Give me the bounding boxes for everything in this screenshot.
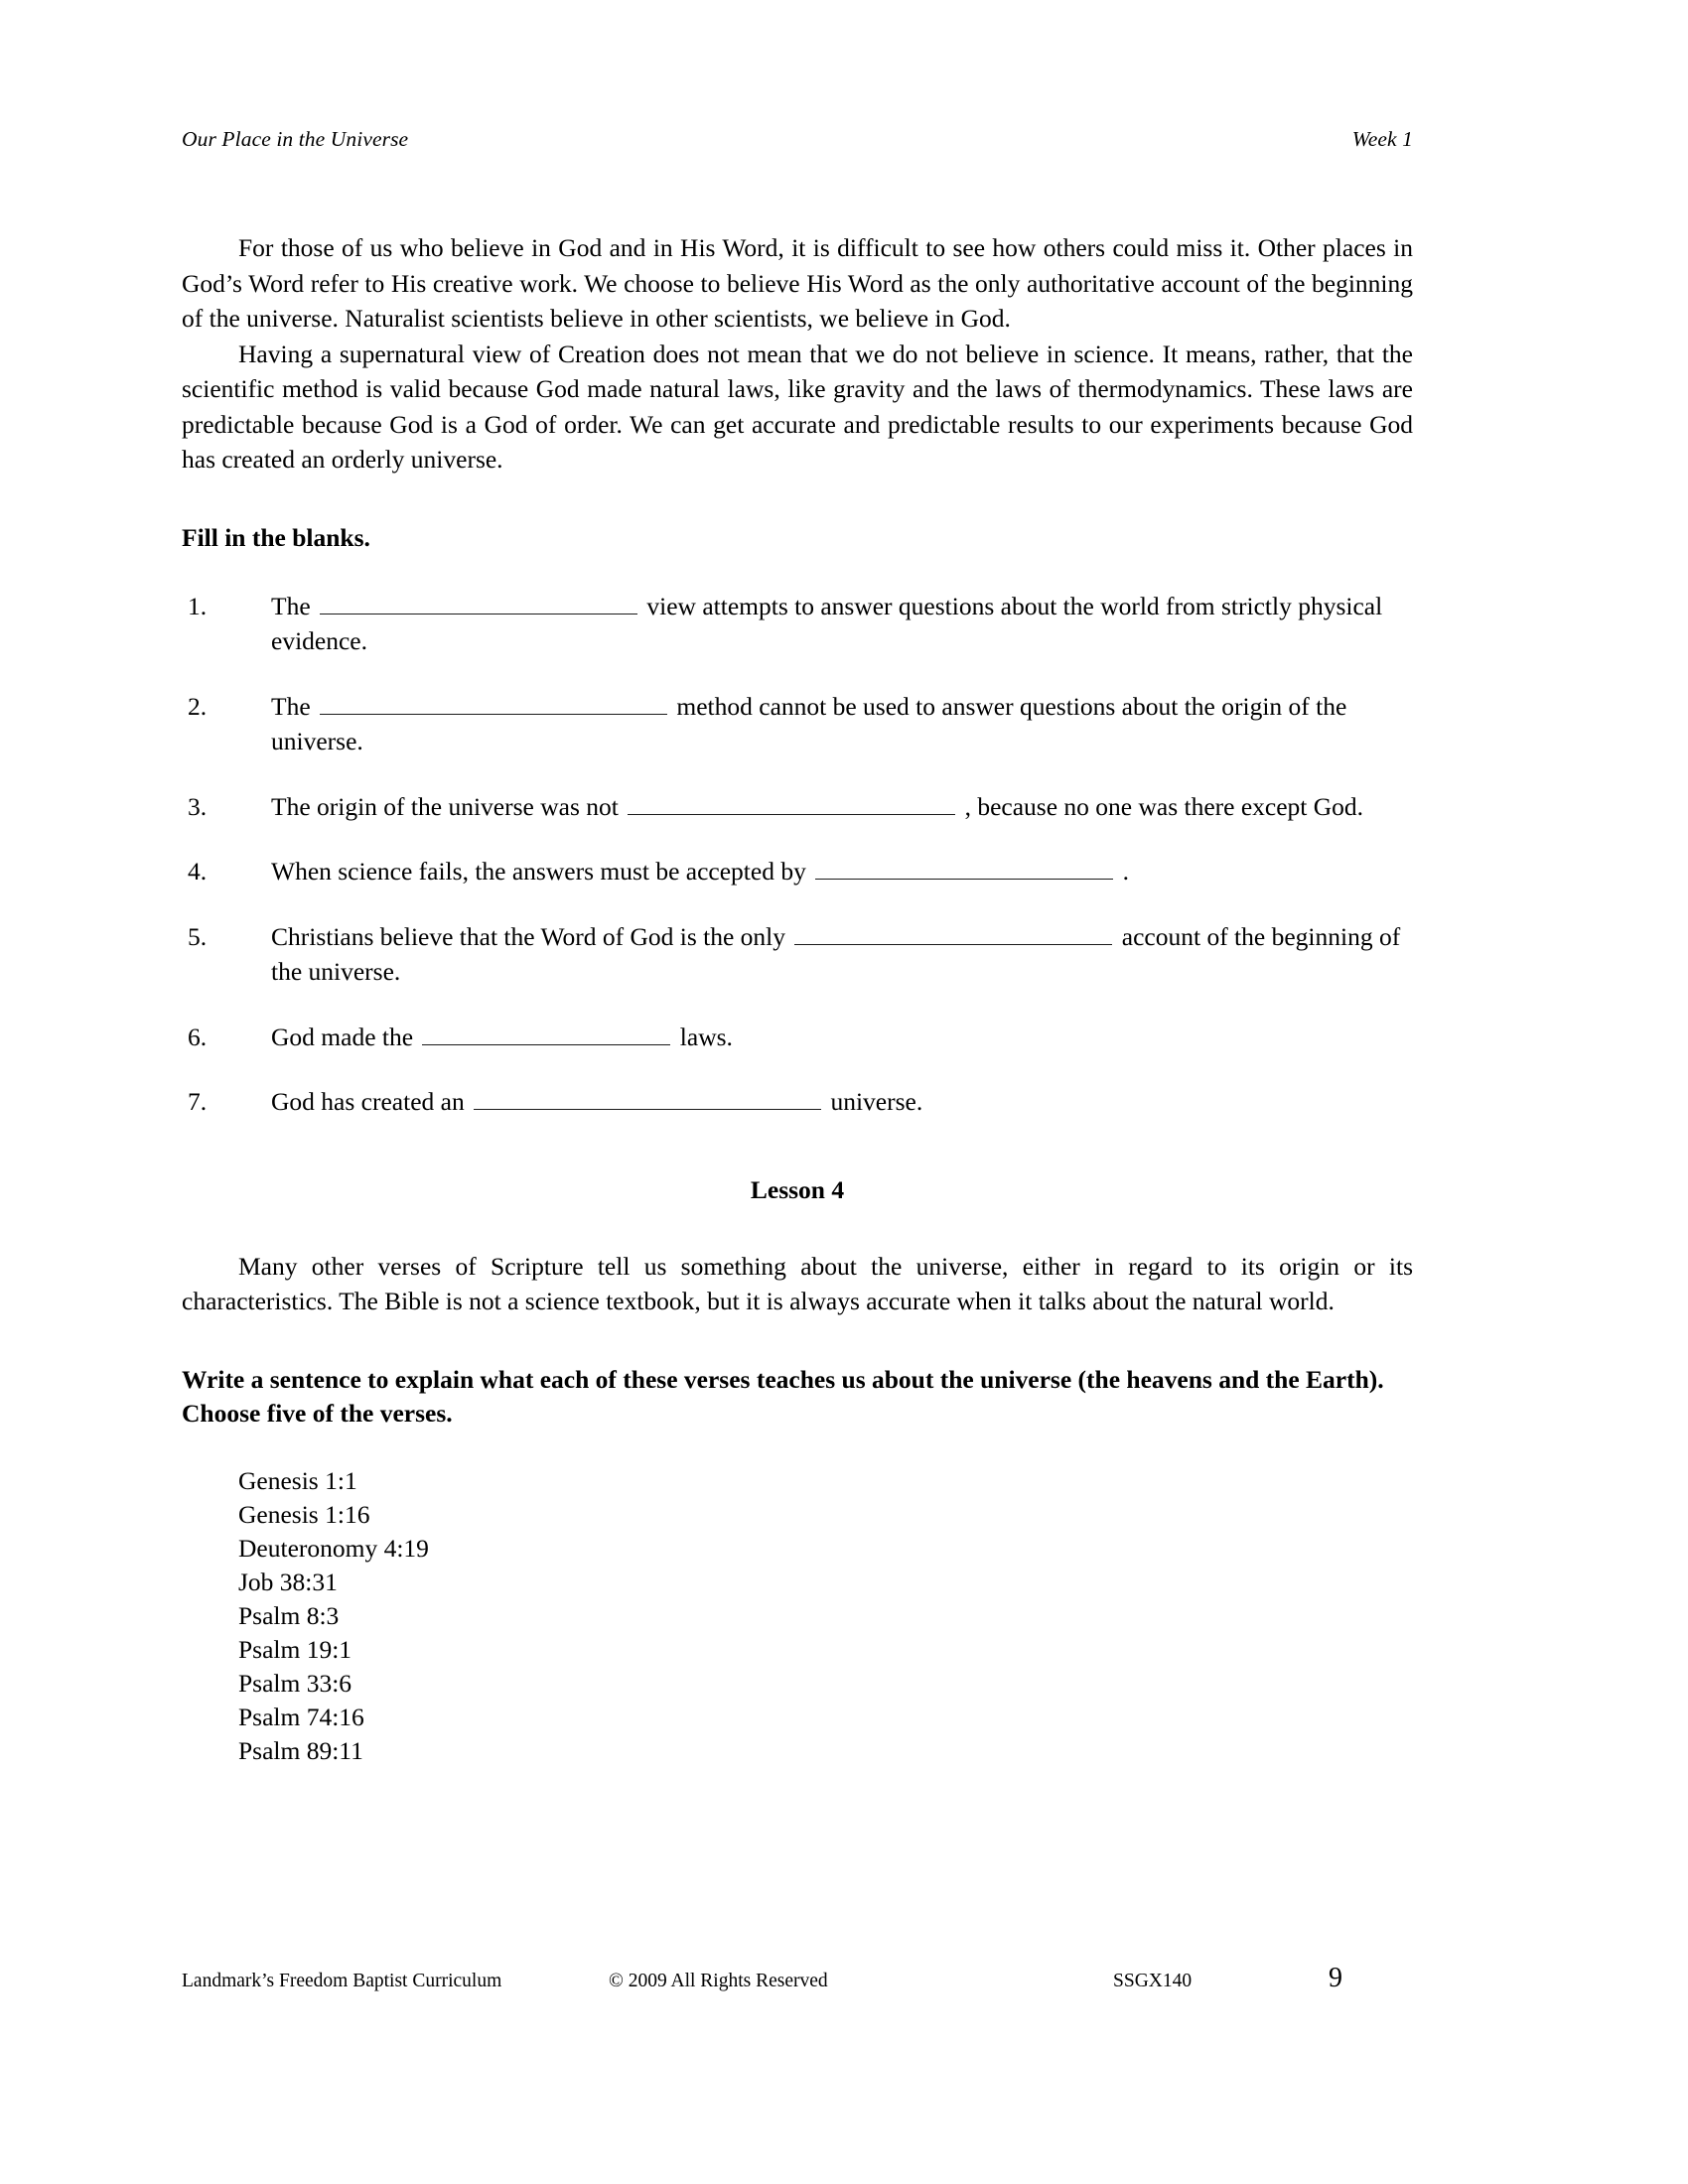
verse-list [182,1464,1413,1768]
footer-product-code: SSGX140 [1113,1971,1193,1991]
question-text-after: account of the beginning of the universe. [271,921,1401,986]
question-text-before: The origin of the universe was not [271,791,619,821]
lesson-title: Lesson 4 [750,1174,845,1204]
page-number: 9 [1329,1963,1342,1993]
question-number: 5. [188,921,208,951]
fill-in-questions-list [182,589,1413,1120]
running-head-week: Week 1 [1351,127,1413,151]
question-text-before: Christians believe that the Word of God is the only [271,921,786,951]
assignment-heading: Write a sentence to explain what each of these verses teaches us about the universe (the heavens and the Earth). Choose five of the verses. [182,1364,1384,1428]
question-text-before: God made the [271,1022,414,1051]
question-text-after: view attempts to answer questions about the world from strictly physical evidence. [271,591,1383,655]
question-number: 2. [188,691,208,721]
running-head-title: Our Place in the Universe [182,127,409,151]
footer-copyright: © 2009 All Rights Reserved [609,1971,828,1991]
running-head [182,127,1413,152]
answer-blank-line[interactable] [422,1021,670,1045]
question-text-after: method cannot be used to answer questions about the origin of the universe. [271,691,1347,755]
question-number: 6. [188,1022,208,1051]
list-item: Psalm 19:1 [238,1634,352,1664]
list-item: Job 38:31 [238,1567,338,1596]
list-item: Deuteronomy 4:19 [238,1533,429,1563]
question-text-after: laws. [679,1022,733,1051]
list-item [182,1084,1413,1120]
spacer [182,1150,1413,1175]
spacer [182,555,1413,589]
question-text-after: universe. [830,1087,923,1116]
page-sheet [182,0,1413,2184]
answer-blank-line[interactable] [794,920,1112,945]
question-number: 1. [188,591,208,620]
answer-blank-line[interactable] [628,790,955,815]
list-item [182,1020,1413,1055]
fill-in-the-blanks-heading: Fill in the blanks. [182,522,370,552]
answer-blank-line[interactable] [320,590,637,614]
list-item [182,919,1413,990]
lesson-paragraph: Many other verses of Scripture tell us something about the universe, either in regard to its origin or its characteristics. The Bible is not a science textbook, but it is always accurate when it talks about the natural world. [182,1251,1413,1315]
answer-blank-line[interactable] [474,1085,821,1110]
question-number: 3. [188,791,208,821]
question-text-before: The [271,691,311,721]
question-text-before: When science fails, the answers must be accepted by [271,857,806,886]
answer-blank-line[interactable] [815,855,1113,880]
list-item: Genesis 1:1 [238,1465,357,1495]
list-item: Psalm 74:16 [238,1702,364,1731]
page-content [182,230,1413,1768]
question-text-after: . [1122,857,1129,886]
list-item [182,589,1413,659]
question-text-after: , because no one was there except God. [964,791,1364,821]
paragraph-1: For those of us who believe in God and in His Word, it is difficult to see how others could miss it. Other places in God’s Word refer to His creative work. We choose to believe His Word as the only authoritative account of the beginning of the universe. Naturalist scientists believe in other scientists, we believe in God. [182,233,1413,333]
list-item [182,789,1413,825]
answer-blank-line[interactable] [320,690,667,715]
question-text-before: The [271,591,311,620]
spacer [182,478,1413,521]
question-number: 4. [188,857,208,886]
list-item: Psalm 89:11 [238,1735,363,1765]
question-number: 7. [188,1087,208,1116]
spacer [182,1319,1413,1363]
list-item: Psalm 33:6 [238,1668,352,1698]
spacer [182,1431,1413,1464]
question-text-before: God has created an [271,1087,465,1116]
footer-publisher: Landmark’s Freedom Baptist Curriculum [182,1971,502,1991]
paragraph-2: Having a supernatural view of Creation does not mean that we do not believe in science. It means, rather, that the scientific method is valid because God made natural laws, like gravity and the laws of thermodynamics. These laws are predictable because God is a God of order. We can get accurate and predictable results to our experiments because God has created an orderly universe. [182,339,1413,474]
list-item: Genesis 1:16 [238,1499,370,1529]
list-item [182,689,1413,759]
spacer [182,1205,1413,1249]
list-item: Psalm 8:3 [238,1600,340,1630]
list-item [182,854,1413,889]
